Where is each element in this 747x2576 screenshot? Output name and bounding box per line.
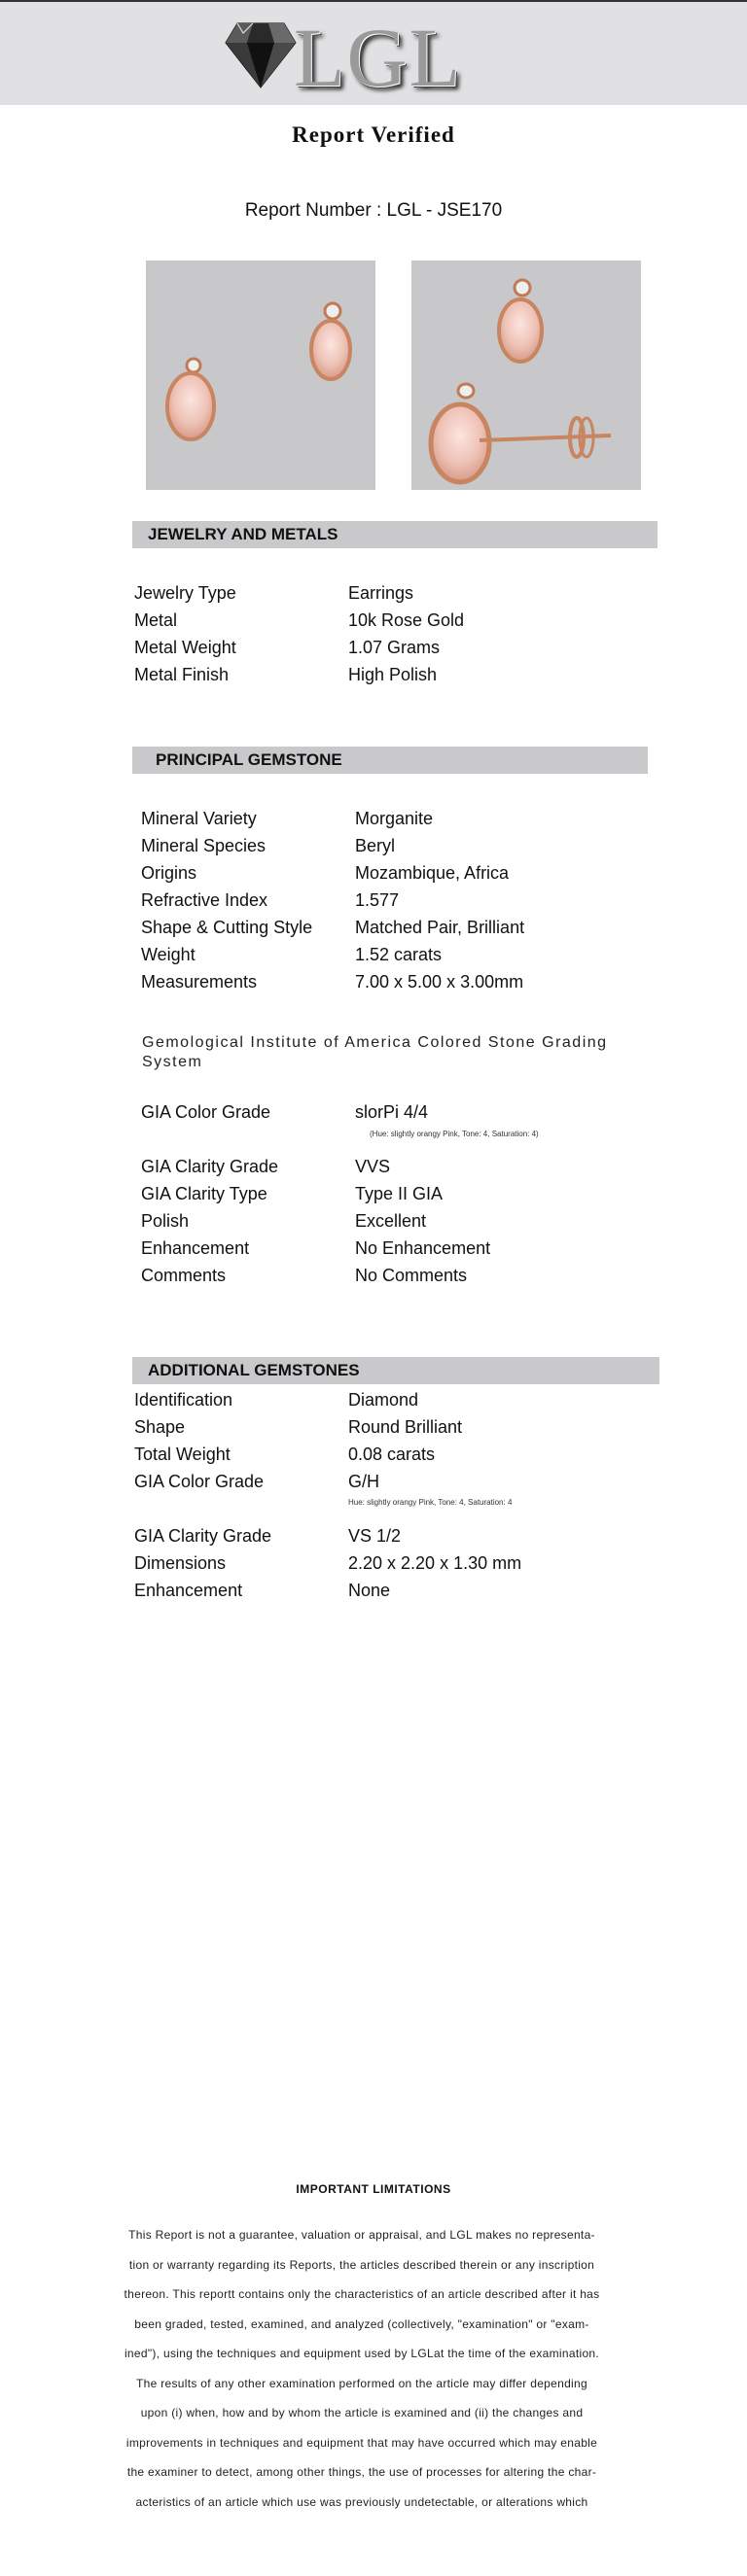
spec-value: Round Brilliant <box>348 1417 463 1437</box>
spec-label: GIA Clarity Grade <box>141 1157 279 1176</box>
report-number: Report Number : LGL - JSE170 <box>244 200 503 221</box>
spec-value: Earrings <box>348 583 414 603</box>
spec-label: Metal Weight <box>134 638 236 657</box>
limitations-line: upon (i) when, how and by whom the article is examined and (ii) the changes and <box>140 2406 584 2419</box>
spec-value: Mozambique, Africa <box>355 863 510 883</box>
earring-photo-front <box>146 261 375 490</box>
spec-label: Jewelry Type <box>134 583 236 603</box>
spec-label: Comments <box>141 1266 227 1285</box>
section-heading: PRINCIPAL GEMSTONE <box>156 750 342 769</box>
header-band <box>0 0 747 105</box>
earring-photo-side <box>411 261 641 490</box>
spec-label: Origins <box>141 863 197 883</box>
spec-label: Identification <box>134 1390 233 1410</box>
spec-value: slorPi 4/4 <box>355 1102 429 1122</box>
earrings-front-image <box>146 261 375 490</box>
page-title: Report Verified <box>292 122 455 147</box>
spec-value: G/H <box>348 1472 380 1491</box>
spec-label: Dimensions <box>134 1553 227 1573</box>
spec-label: Polish <box>141 1211 190 1231</box>
spec-value: Type II GIA <box>355 1184 444 1203</box>
spec-value: No Enhancement <box>355 1238 491 1258</box>
color-grade-note: (Hue: slightly orangy Pink, Tone: 4, Saturation: 4) <box>370 1130 539 1138</box>
limitations-line: acteristics of an article which use was previously undetectable, or alterations which <box>135 2494 588 2509</box>
spec-label: Metal <box>134 610 178 630</box>
spec-label: Shape & Cutting Style <box>141 918 313 937</box>
spec-label: Weight <box>141 945 196 964</box>
earrings-side-image <box>411 261 641 490</box>
limitations-line: ined"), using the techniques and equipment used by LGLat the time of the examination. <box>124 2347 600 2360</box>
spec-value: Diamond <box>348 1390 419 1410</box>
limitations-line: This Report is not a guarantee, valuation or appraisal, and LGL makes no representa- <box>128 2228 595 2242</box>
diamond-logo-icon <box>224 19 298 89</box>
section-jewelry-metals <box>132 521 658 548</box>
gia-grading-heading: Gemological Institute of America Colored Stone Grading System <box>142 1034 608 1070</box>
spec-value: High Polish <box>348 665 438 684</box>
logo-text: LGL <box>294 11 463 104</box>
limitations-line: thereon. This reportt contains only the characteristics of an article described after it has <box>124 2287 600 2301</box>
color-grade-note: Hue: slightly orangy Pink, Tone: 4, Saturation: 4 <box>348 1498 513 1507</box>
spec-value: Excellent <box>355 1211 427 1231</box>
section-heading: ADDITIONAL GEMSTONES <box>148 1361 360 1379</box>
lgl-logo <box>224 11 477 104</box>
section-additional-gemstones <box>132 1357 659 1384</box>
limitations-line: been graded, tested, examined, and analyzed (collectively, "examination" or "exam- <box>134 2316 589 2331</box>
spec-label: Enhancement <box>141 1238 250 1258</box>
spec-value: 1.52 carats <box>355 945 443 964</box>
spec-value: 0.08 carats <box>348 1445 436 1464</box>
spec-value: 10k Rose Gold <box>348 610 465 630</box>
section-heading: JEWELRY AND METALS <box>148 525 338 543</box>
spec-label: Refractive Index <box>141 890 268 910</box>
limitations-title: IMPORTANT LIMITATIONS <box>296 2182 451 2196</box>
spec-value: 2.20 x 2.20 x 1.30 mm <box>348 1553 522 1573</box>
spec-value: 1.577 <box>355 890 400 910</box>
limitations-line: The results of any other examination performed on the article may differ depending <box>136 2376 587 2390</box>
spec-value: 7.00 x 5.00 x 3.00mm <box>355 972 524 992</box>
spec-value: VVS <box>355 1157 391 1176</box>
spec-label: Shape <box>134 1417 186 1437</box>
spec-label: GIA Clarity Grade <box>134 1526 272 1546</box>
spec-label: Enhancement <box>134 1581 243 1600</box>
section-principal-gemstone <box>132 747 648 774</box>
spec-label: Mineral Variety <box>141 809 257 828</box>
limitations-line: tion or warranty regarding its Reports, the articles described therein or any inscription <box>128 2257 595 2272</box>
spec-label: Mineral Species <box>141 836 267 855</box>
spec-label: Total Weight <box>134 1445 231 1464</box>
spec-value: 1.07 Grams <box>348 638 441 657</box>
spec-value: Morganite <box>355 809 434 828</box>
spec-value: Beryl <box>355 836 396 855</box>
spec-value: None <box>348 1581 391 1600</box>
limitations-text <box>102 2220 622 2517</box>
spec-label: GIA Clarity Type <box>141 1184 267 1203</box>
spec-value: VS 1/2 <box>348 1526 402 1546</box>
limitations-line: improvements in techniques and equipment that may have occurred which may enable <box>125 2435 598 2450</box>
spec-value: Matched Pair, Brilliant <box>355 918 525 937</box>
spec-value: No Comments <box>355 1266 468 1285</box>
spec-label: GIA Color Grade <box>134 1472 265 1491</box>
spec-label: Measurements <box>141 972 258 992</box>
spec-label: GIA Color Grade <box>141 1102 271 1122</box>
limitations-line: the examiner to detect, among other things, the use of processes for altering the char- <box>126 2465 597 2479</box>
spec-label: Metal Finish <box>134 665 230 684</box>
